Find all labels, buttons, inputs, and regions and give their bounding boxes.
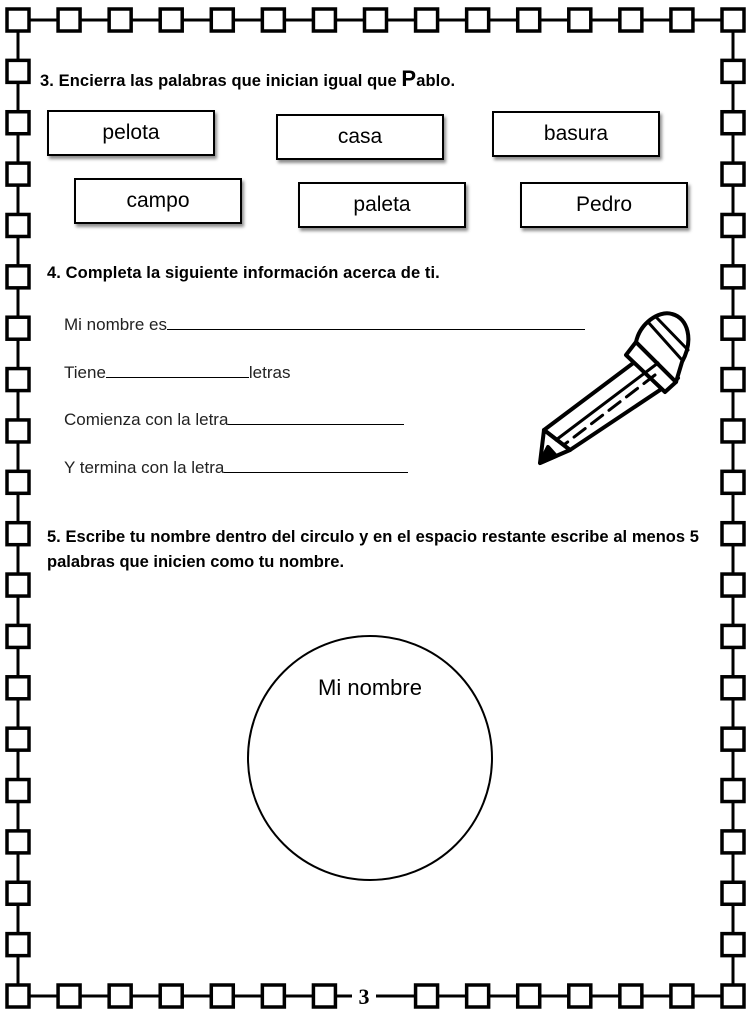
letter-count-blank[interactable] [106,361,249,378]
word-box-pedro[interactable]: Pedro [520,182,688,228]
word-box-pelota[interactable]: pelota [47,110,215,156]
question-5-heading: 5. Escribe tu nombre dentro del circulo y en el espacio restante escribe al menos 5 palabras que inicien como tu nombre. [47,528,699,571]
name-blank[interactable] [167,313,585,330]
name-line: Mi nombre es [64,313,585,335]
circle-label: Mi nombre [318,675,422,700]
letter-count-line: Tiene letras [64,363,291,382]
pencil-icon [530,300,695,470]
first-letter-line: Comienza con la letra [64,408,404,430]
word-box-campo[interactable]: campo [74,178,242,224]
last-letter-blank[interactable] [224,456,408,473]
first-letter-blank[interactable] [228,408,404,425]
word-box-basura[interactable]: basura [492,111,660,157]
question-3-heading: 3. Encierra las palabras que inician igual que Pablo. [40,66,456,91]
question-4-heading: 4. Completa la siguiente información acerca de ti. [47,264,440,282]
word-box-casa[interactable]: casa [276,114,444,160]
name-circle[interactable] [247,635,493,881]
word-box-paleta[interactable]: paleta [298,182,466,228]
last-letter-line: Y termina con la letra [64,456,408,478]
page-number: 3 [352,984,376,1010]
